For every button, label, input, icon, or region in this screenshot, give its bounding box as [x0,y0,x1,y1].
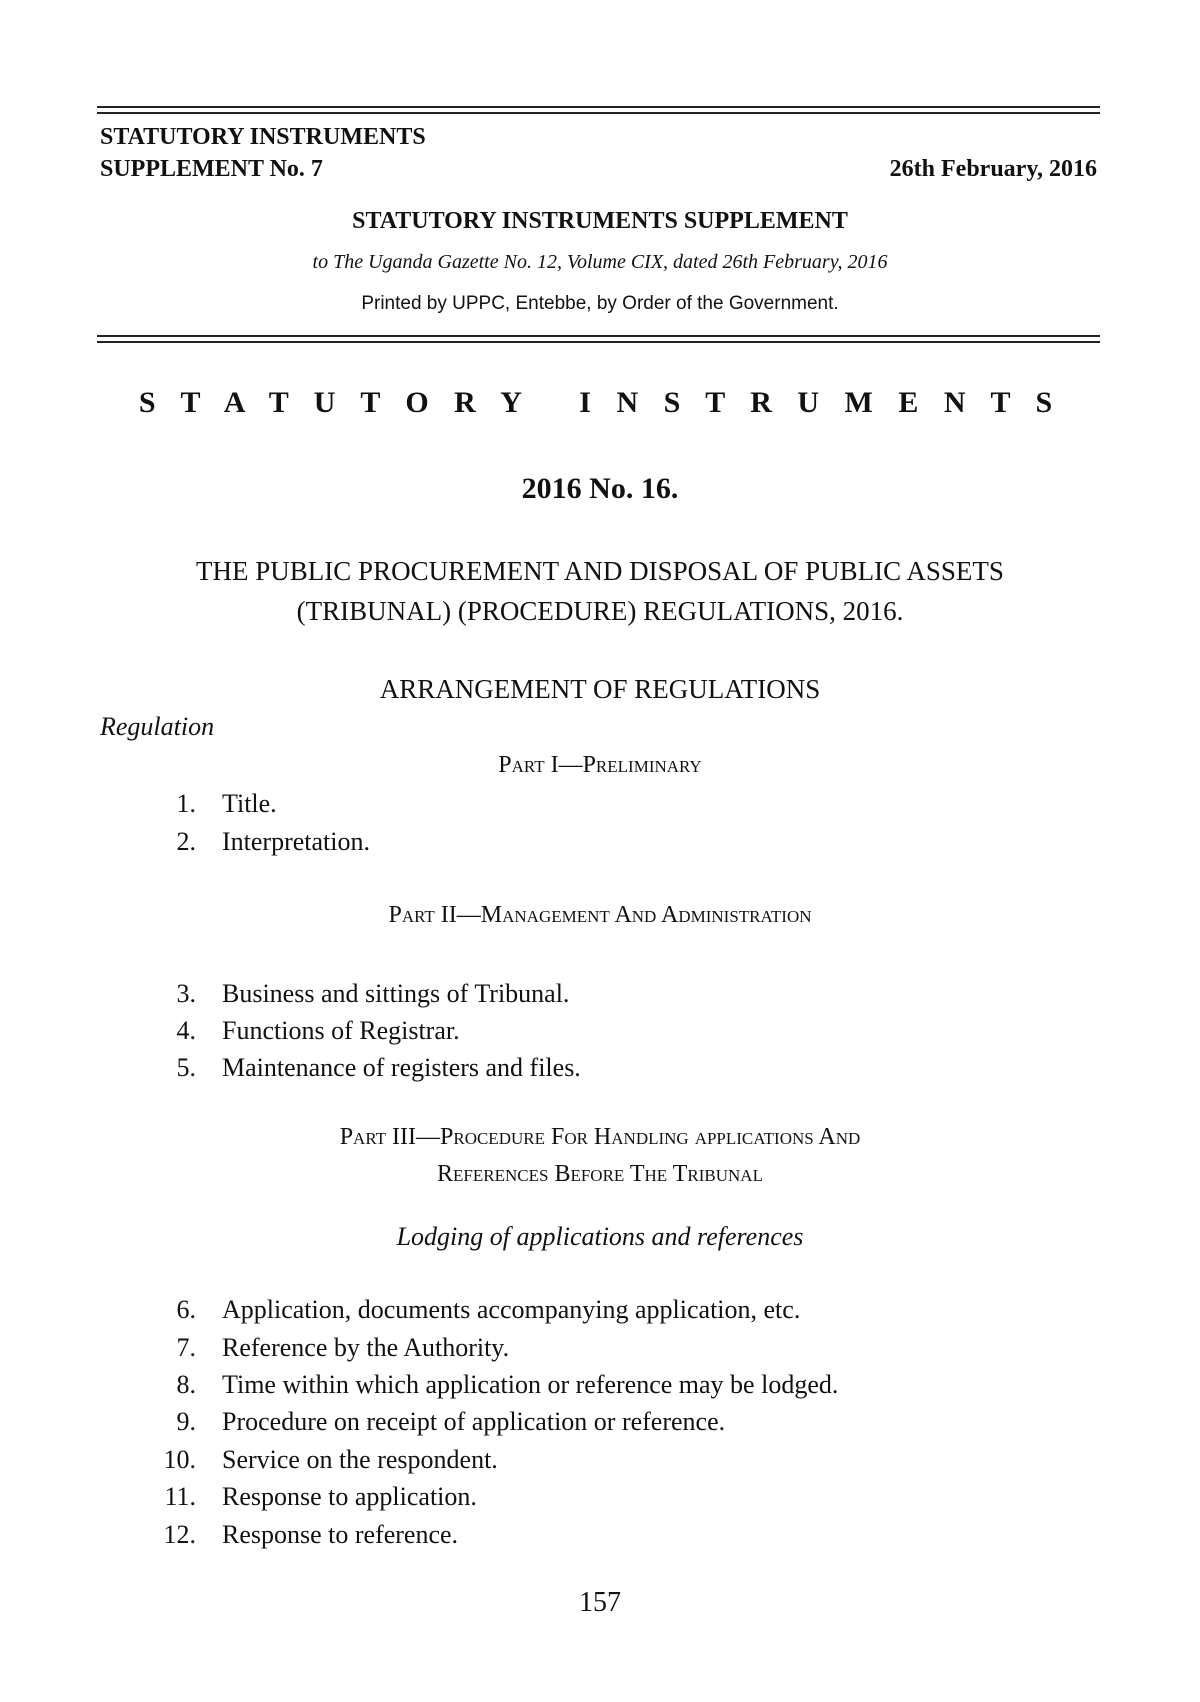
toc-item-4: 4. Functions of Registrar. [176,1016,460,1045]
toc-item-3: 3. Business and sittings of Tribunal. [176,979,570,1008]
toc-item-12: 12. Response to reference. [163,1520,459,1549]
toc-item-2: 2. Interpretation. [176,827,370,856]
regulations-title-line2: (TRIBUNAL) (PROCEDURE) REGULATIONS, 2016. [296,596,904,626]
part-3-heading-line2: References Before The Tribunal [437,1161,763,1187]
page-number: 157 [579,1587,621,1618]
toc-item-10: 10. Service on the respondent. [163,1445,498,1474]
regulations-title-line1: THE PUBLIC PROCUREMENT AND DISPOSAL OF PUBLIC ASSETS [196,556,1004,586]
toc-item-11: 11. Response to application. [164,1482,477,1511]
gazette-line: to The Uganda Gazette No. 12, Volume CIX, dated 26th February, 2016 [312,251,888,273]
supplement-title: STATUTORY INSTRUMENTS SUPPLEMENT [352,208,848,234]
header-date: 26th February, 2016 [889,156,1097,182]
instrument-number: 2016 No. 16. [521,472,679,505]
toc-item-1: 1. Title. [176,789,277,818]
toc-item-8: 8. Time within which application or reference may be lodged. [176,1370,839,1399]
part-1-heading: Part I—Preliminary [498,752,702,778]
part-3-subheading: Lodging of applications and references [396,1222,804,1251]
printed-by: Printed by UPPC, Entebbe, by Order of the Government. [361,293,839,314]
top-rule-2 [97,112,1100,114]
regulation-column-label: Regulation [100,712,215,741]
banner-statutory-instruments: S T A T U T O R Y I N S T R U M E N T S [138,386,1062,419]
mid-rule-2 [97,341,1100,343]
header-left-line1: STATUTORY INSTRUMENTS [100,124,426,150]
toc-item-7: 7. Reference by the Authority. [176,1333,510,1362]
part-3-heading-line1: Part III—Procedure For Handling applications And [339,1124,861,1150]
toc-item-9: 9. Procedure on receipt of application or reference. [176,1407,726,1436]
part-2-heading: Part II—Management And Administration [388,902,812,928]
top-rule-1 [97,106,1100,108]
toc-item-5: 5. Maintenance of registers and files. [176,1053,581,1082]
header-left-line2: SUPPLEMENT No. 7 [100,156,323,182]
toc-item-6: 6. Application, documents accompanying application, etc. [176,1295,801,1324]
arrangement-heading: ARRANGEMENT OF REGULATIONS [379,674,821,704]
mid-rule-1 [97,335,1100,337]
